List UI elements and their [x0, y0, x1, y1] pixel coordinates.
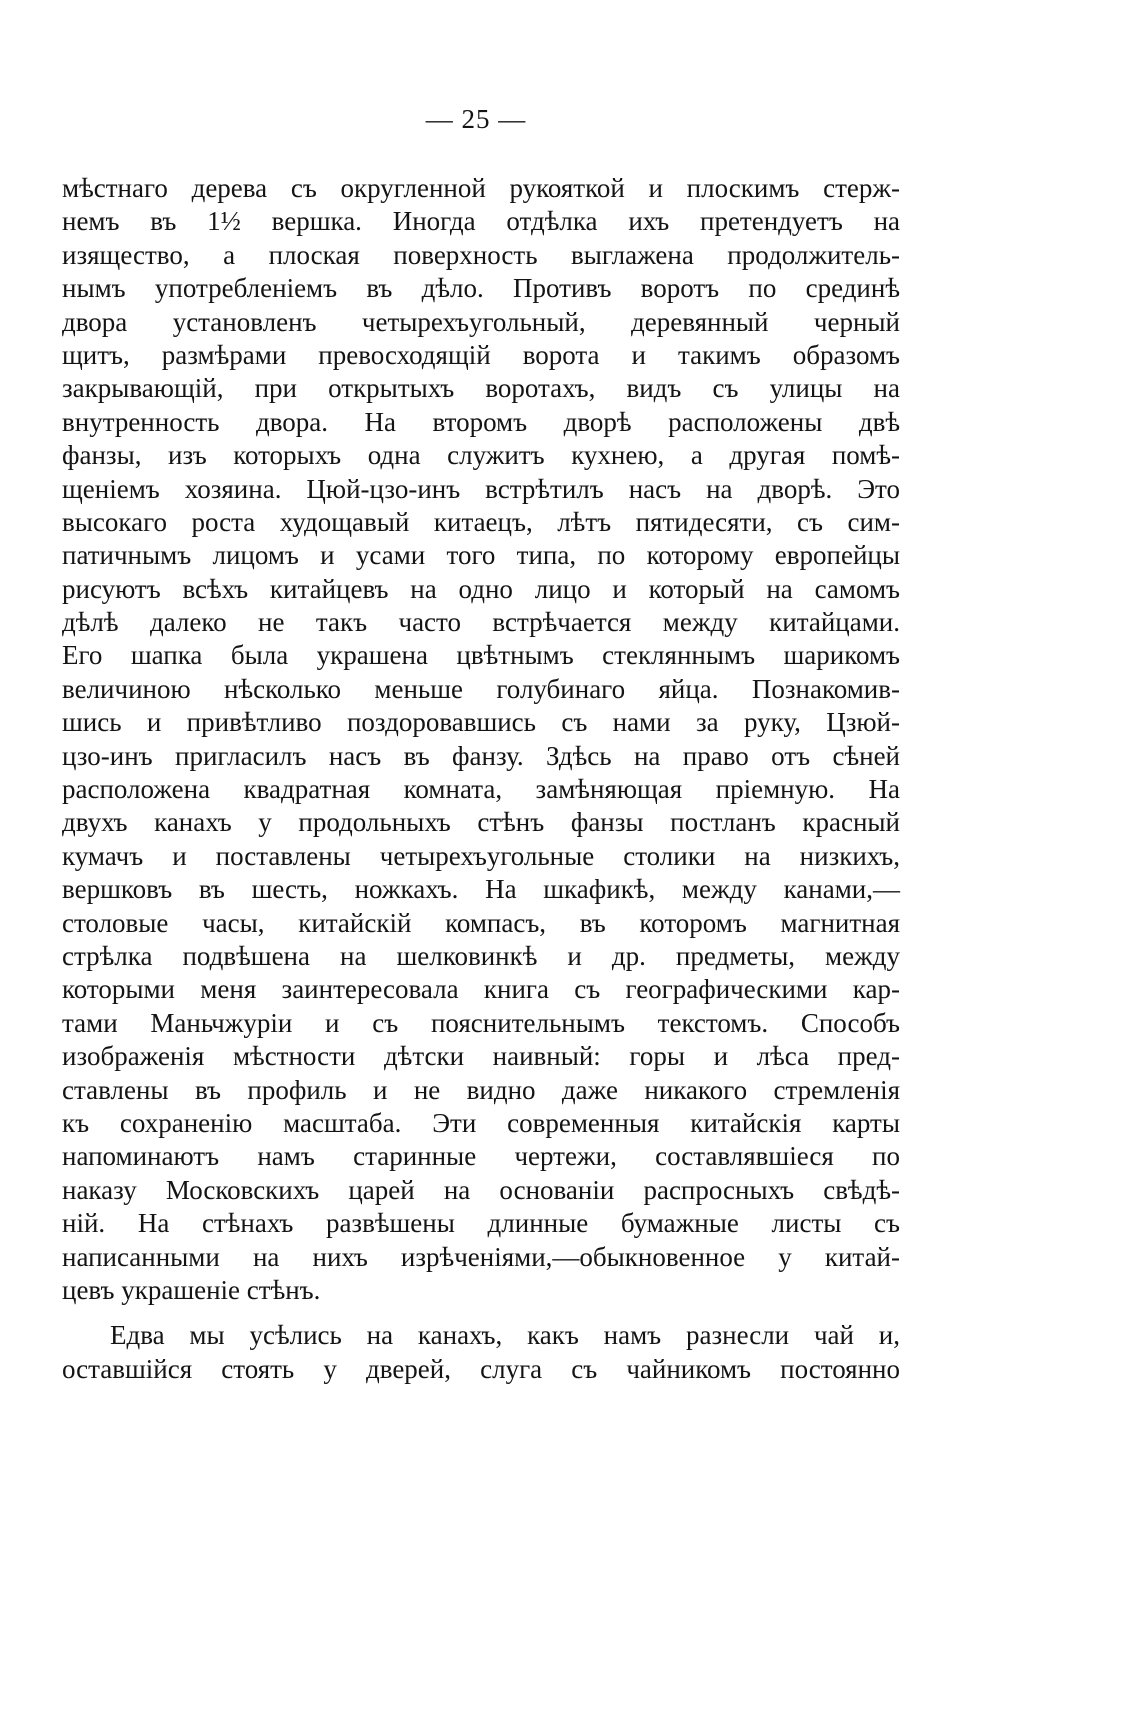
text-line: немъ въ 1½ вершка. Иногда отдѣлка ихъ претендуетъ на	[62, 206, 900, 237]
body-text	[62, 172, 900, 1386]
text-line: щитъ, размѣрами превосходящій ворота и такимъ образомъ	[62, 339, 900, 370]
text-line: столовые часы, китайскій компасъ, въ которомъ магнитная	[62, 907, 900, 938]
text-line: закрывающій, при открытыхъ воротахъ, видъ съ улицы на	[62, 373, 900, 404]
text-line: высокаго роста худощавый китаецъ, лѣтъ пятидесяти, съ сим-	[62, 506, 900, 537]
text-line: двора установленъ четырехъугольный, деревянный черный	[62, 306, 900, 337]
text-line: цзо-инъ пригласилъ насъ въ фанзу. Здѣсь на право отъ сѣней	[62, 740, 900, 771]
paragraph	[62, 172, 900, 1307]
text-line: Едва мы усѣлись на канахъ, какъ намъ разнесли чай и,	[110, 1320, 900, 1351]
text-line: къ сохраненію масштаба. Эти современныя китайскія карты	[62, 1107, 900, 1138]
text-line: расположена квадратная комната, замѣняющая пріемную. На	[62, 774, 900, 805]
text-line: тами Маньчжуріи и съ пояснительнымъ текстомъ. Способъ	[62, 1007, 900, 1038]
text-line: нымъ употребленіемъ въ дѣло. Противъ воротъ по срединѣ	[62, 273, 900, 304]
text-line: напоминаютъ намъ старинные чертежи, составлявшіеся по	[62, 1141, 900, 1172]
text-line: стрѣлка подвѣшена на шелковинкѣ и др. предметы, между	[62, 940, 900, 971]
text-line: фанзы, изъ которыхъ одна служитъ кухнею, а другая помѣ-	[62, 440, 900, 471]
paragraph	[62, 1319, 900, 1386]
text-line: шись и привѣтливо поздоровавшись съ нами за руку, Цзюй-	[62, 707, 900, 738]
text-line: Его шапка была украшена цвѣтнымъ стекляннымъ шарикомъ	[62, 640, 900, 671]
text-line: рисуютъ всѣхъ китайцевъ на одно лицо и который на самомъ	[62, 573, 900, 604]
text-line: написанными на нихъ изрѣченіями,—обыкновенное у китай-	[62, 1241, 900, 1272]
text-line: ній. На стѣнахъ развѣшены длинные бумажные листы съ	[62, 1208, 900, 1239]
page-number: — 25 —	[425, 104, 527, 134]
text-line: наказу Московскихъ царей на основаніи распросныхъ свѣдѣ-	[62, 1174, 900, 1205]
text-line: мѣстнаго дерева съ округленной рукояткой и плоскимъ стерж-	[62, 173, 900, 203]
text-line: двухъ канахъ у продольныхъ стѣнъ фанзы постланъ красный	[62, 807, 900, 838]
text-line: патичнымъ лицомъ и усами того типа, по которому европейцы	[62, 540, 900, 571]
text-line: величиною нѣсколько меньше голубинаго яйца. Познакомив-	[62, 673, 900, 704]
text-line: цевъ украшеніе стѣнъ.	[62, 1274, 321, 1305]
paragraph-gap	[62, 1307, 900, 1319]
text-line: оставшійся стоять у дверей, слуга съ чайникомъ постоянно	[62, 1353, 900, 1384]
text-line: которыми меня заинтересовала книга съ географическими кар-	[62, 974, 900, 1005]
text-line: изображенія мѣстности дѣтски наивный: горы и лѣса пред-	[62, 1041, 900, 1072]
text-line: ставлены въ профиль и не видно даже никакого стремленія	[62, 1074, 900, 1105]
text-line: вершковъ въ шесть, ножкахъ. На шкафикѣ, между канами,—	[62, 874, 900, 905]
text-line: дѣлѣ далеко не такъ часто встрѣчается между китайцами.	[62, 607, 900, 638]
text-line: внутренность двора. На второмъ дворѣ расположены двѣ	[62, 406, 900, 437]
text-line: изящество, а плоская поверхность выглажена продолжитель-	[62, 239, 900, 270]
text-line: щеніемъ хозяина. Цюй-цзо-инъ встрѣтилъ насъ на дворѣ. Это	[62, 473, 900, 504]
text-line: кумачъ и поставлены четырехъугольные столики на низкихъ,	[62, 840, 900, 871]
